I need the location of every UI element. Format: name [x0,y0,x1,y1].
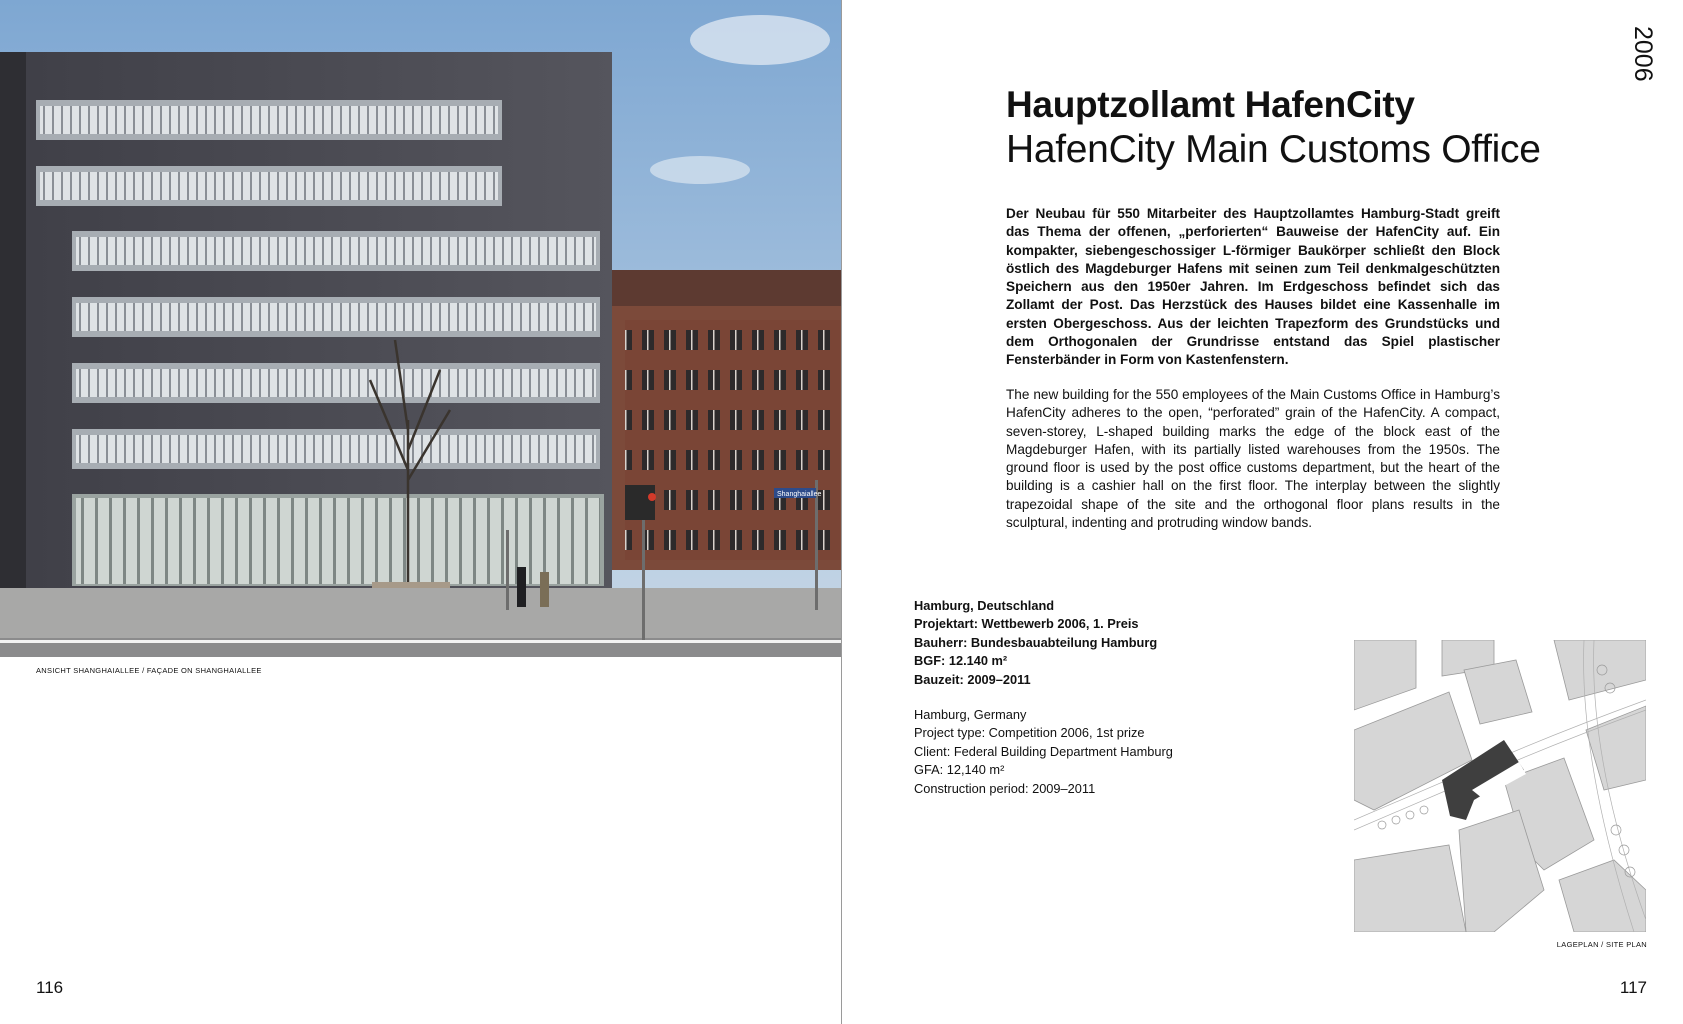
page-number-right: 117 [1619,978,1647,997]
title-german: Hauptzollamt HafenCity [1006,84,1415,125]
project-facts-german [914,597,1157,689]
fact-construction: Construction period: 2009–2011 [914,780,1096,796]
fact-client: Client: Federal Building Department Hamburg [914,743,1173,759]
site-plan-caption: LAGEPLAN / SITE PLAN [1556,940,1647,949]
project-facts-english [914,706,1173,798]
year-label: 2006 [1629,26,1657,82]
fact-area: GFA: 12,140 m² [914,762,1005,778]
fact-client: Bauherr: Bundesbauabteilung Hamburg [914,634,1158,650]
body-text-english: The new building for the 550 employees of the Main Customs Office in Hamburg’s HafenCity adheres to the open, “perforated” grain of the HafenCity. A compact, seven-storey, L-shaped building marks the edge of the block east of the Magdeburger Hafen, with its partially listed warehouses from the 1950s. The ground floor is used by the post office customs department, but the heart of the building is a cashier hall on the first floor. The interplay between the slightly trapezoidal shape of the site and the orthogonal floor plans results in the sculptural, indenting and protruding window bands. [1006,387,1500,531]
fact-project-type: Project type: Competition 2006, 1st prize [914,725,1145,741]
page-number-left: 116 [36,978,64,997]
photo-caption: ANSICHT SHANGHAIALLEE / FAÇADE ON SHANGHAIALLEE [36,666,262,675]
left-page [0,0,841,1024]
right-page [842,0,1683,1024]
street-sign-text: Shanghaiallee [777,491,822,498]
site-plan-drawing [1354,640,1646,932]
fact-location: Hamburg, Germany [914,707,1027,722]
fact-area: BGF: 12.140 m² [914,653,1008,669]
building-facade-photo [0,0,841,657]
fact-project-type: Projektart: Wettbewerb 2006, 1. Preis [914,616,1139,632]
fact-construction: Bauzeit: 2009–2011 [914,671,1031,687]
body-text-german: Der Neubau für 550 Mitarbeiter des Hauptzollamtes Hamburg-Stadt greift das Thema der offenen, „perforierten“ Bauweise der HafenCity auf. Ein kompakter, siebengeschossiger L-förmiger Baukörper schließt den Block östlich des Magdeburger Hafens mit seinen zum Teil denkmalgeschützten Speichern aus den 1950er Jahren. Im Erdgeschoss befindet sich das Zollamt der Post. Das Herzstück des Hauses bildet eine Kassenhalle im ersten Obergeschoss. Aus der leichten Trapezform des Grundstücks und dem Orthogonalen der Grundrisse entstand das Spiel plastischer Fensterbänder in Form von Kastenfenstern. [1006,206,1500,368]
fact-location: Hamburg, Deutschland [914,598,1055,613]
title-english: HafenCity Main Customs Office [1006,128,1541,171]
